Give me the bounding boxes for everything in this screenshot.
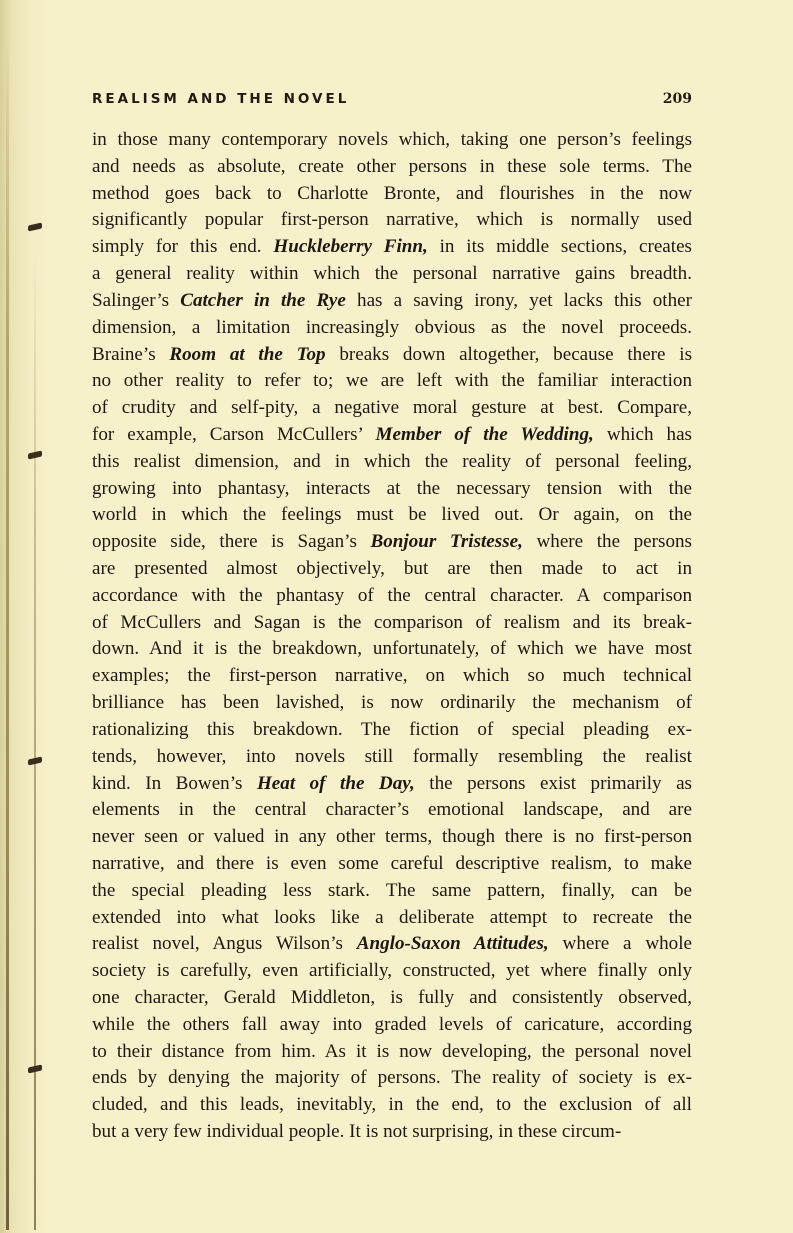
text-line: significantly popular first-person narrative, which is normally used <box>92 209 692 231</box>
binding-edge-inner <box>34 250 36 1230</box>
text-segment: the persons exist primarily as <box>414 772 692 794</box>
text-line <box>92 422 692 449</box>
text-line: dimension, a limitation increasingly obvious as the novel proceeds. <box>92 316 692 338</box>
body-text <box>92 127 692 1146</box>
text-line <box>92 771 692 798</box>
text-segment: Salinger’s <box>92 289 181 311</box>
text-line: method goes back to Charlotte Bronte, and flourishes in the now <box>92 182 692 204</box>
text-line: one character, Gerald Middleton, is fully and consistently observed, <box>92 987 692 1008</box>
text-line: elements in the central character’s emotional landscape, and are <box>92 799 692 821</box>
text-line: society is carefully, even artificially, constructed, yet where finally only <box>92 960 692 982</box>
text-line <box>92 342 692 369</box>
text-line <box>92 931 692 958</box>
text-line: accordance with the phantasy of the central character. A comparison <box>92 584 692 606</box>
text-segment: kind. In Bowen’s <box>92 772 257 794</box>
text-segment: which has <box>593 423 692 445</box>
book-title: Anglo-Saxon Attitudes, <box>356 933 549 955</box>
text-line: extended into what looks like a deliberate attempt to recreate the <box>92 906 692 928</box>
running-head: REALISM AND THE NOVEL <box>92 91 350 107</box>
text-line: brilliance has been lavished, is now ordinarily the mechanism of <box>92 692 692 714</box>
text-line: to their distance from him. As it is now developing, the personal novel <box>92 1040 692 1062</box>
text-line: down. And it is the breakdown, unfortunately, of which we have most <box>92 638 692 660</box>
text-line: of crudity and self-pity, a negative moral gesture at best. Compare, <box>92 397 692 419</box>
text-line: of McCullers and Sagan is the comparison of realism and its break- <box>92 611 692 633</box>
page-header <box>92 91 692 113</box>
book-title: Heat of the Day, <box>256 772 415 794</box>
binding-edge <box>6 40 9 1230</box>
text-line: world in which the feelings must be lived out. Or again, on the <box>92 504 692 526</box>
text-line: ends by denying the majority of persons. The reality of society is ex- <box>92 1067 692 1089</box>
text-line: no other reality to refer to; we are left with the familiar interaction <box>92 370 692 392</box>
text-segment: where a whole <box>548 933 692 955</box>
text-segment: simply for this end. <box>92 236 274 258</box>
text-line: examples; the first-person narrative, on which so much technical <box>92 665 692 687</box>
text-segment: realist novel, Angus Wilson’s <box>92 933 357 955</box>
text-line: tends, however, into novels still formally resembling the realist <box>92 745 692 767</box>
text-line: and needs as absolute, create other persons in these sole terms. The <box>92 155 692 177</box>
text-line: a general reality within which the personal narrative gains breadth. <box>92 263 692 285</box>
text-line: never seen or valued in any other terms, though there is no first-person <box>92 826 692 848</box>
text-segment: has a saving irony, yet lacks this other <box>345 289 692 311</box>
text-line: in those many contemporary novels which, taking one person’s feelings <box>92 129 692 150</box>
text-line <box>92 288 692 315</box>
book-title: Huckleberry Finn, <box>273 236 428 258</box>
text-line: growing into phantasy, interacts at the necessary tension with the <box>92 477 692 499</box>
page-number: 209 <box>662 91 692 107</box>
text-line: while the others fall away into graded levels of caricature, according <box>92 1013 692 1035</box>
text-segment: breaks down altogether, because there is <box>325 343 692 365</box>
book-title: Member of the Wedding, <box>375 423 594 445</box>
text-line: this realist dimension, and in which the reality of personal feeling, <box>92 450 692 472</box>
text-line: rationalizing this breakdown. The fiction of special pleading ex- <box>92 718 692 740</box>
text-line: narrative, and there is even some careful descriptive realism, to make <box>92 852 692 874</box>
text-line: but a very few individual people. It is not surprising, in these circum- <box>92 1121 622 1143</box>
text-segment: Braine’s <box>92 343 170 365</box>
text-segment: opposite side, there is Sagan’s <box>92 531 371 553</box>
text-segment: where the persons <box>522 531 692 553</box>
text-line <box>92 234 692 261</box>
text-segment: in its middle sections, creates <box>427 236 692 258</box>
text-line: the special pleading less stark. The same pattern, finally, can be <box>92 879 692 901</box>
text-segment: for example, Carson McCullers’ <box>92 423 376 445</box>
book-title: Bonjour Tristesse, <box>370 531 523 553</box>
text-line <box>92 529 692 556</box>
text-line: cluded, and this leads, inevitably, in the end, to the exclusion of all <box>92 1094 692 1116</box>
book-title: Room at the Top <box>169 343 326 365</box>
text-line: are presented almost objectively, but are then made to act in <box>92 558 692 579</box>
book-title: Catcher in the Rye <box>180 289 346 311</box>
